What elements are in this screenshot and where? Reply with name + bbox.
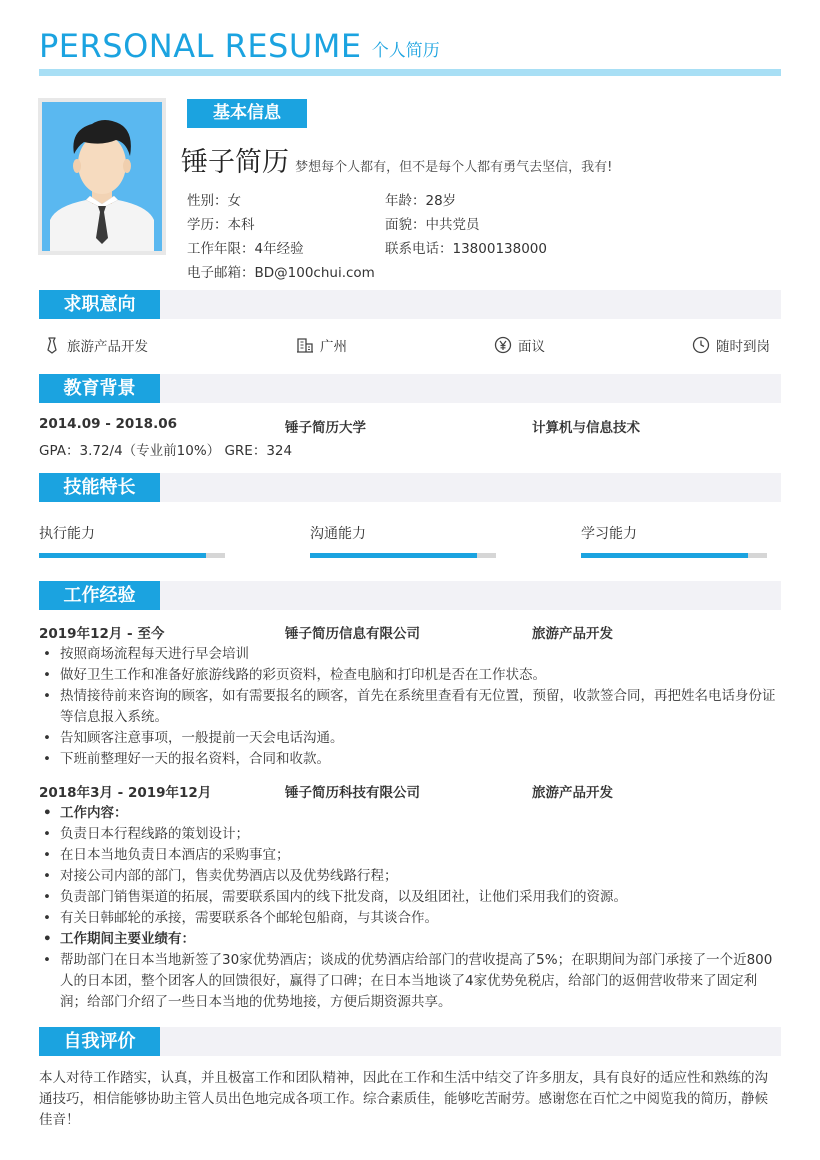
skill-bar-fill (581, 553, 748, 558)
info-education: 学历：本科 (187, 217, 255, 233)
education-entry (39, 416, 781, 436)
list-item: • 有关日韩邮轮的承接，需要联系各个邮轮包船商，与其谈合作。 (39, 908, 781, 929)
profile-photo (38, 98, 166, 255)
header-divider (39, 69, 781, 76)
education-major: 计算机与信息技术 (532, 420, 640, 436)
avatar-icon (42, 102, 162, 251)
section-intent (39, 290, 781, 319)
section-title-skills: 技能特长 (39, 473, 160, 502)
section-education (39, 374, 781, 403)
list-item: • 对接公司内部的部门，售卖优势酒店以及优势线路行程； (39, 866, 781, 887)
section-self-eval (39, 1027, 781, 1056)
section-title-work: 工作经验 (39, 581, 160, 610)
info-age: 年龄：28岁 (385, 193, 457, 209)
section-title-self-eval: 自我评价 (39, 1027, 160, 1056)
list-item: • 下班前整理好一天的报名资料，合同和收款。 (39, 749, 781, 770)
section-title-basic: 基本信息 (187, 99, 307, 128)
section-work (39, 581, 781, 610)
job-header (39, 622, 781, 642)
info-gender: 性别：女 (187, 193, 241, 209)
list-item: • 热情接待前来咨询的顾客，如有需要报名的顾客，首先在系统里查看有无位置，预留，收款签合同，再把姓名电话身份证等信息报入系统。 (39, 686, 781, 728)
intent-row (43, 334, 783, 356)
info-phone: 联系电话：13800138000 (385, 241, 547, 257)
job-company: 锤子简历科技有限公司 (285, 785, 420, 801)
list-item: • 工作期间主要业绩有： (39, 929, 781, 950)
list-item: • 负责日本行程线路的策划设计； (39, 824, 781, 845)
intent-availability-label: 随时到岗 (716, 339, 770, 355)
name-line (181, 140, 781, 179)
info-row (187, 191, 747, 215)
skill-item (39, 523, 225, 543)
skill-bar-fill (39, 553, 206, 558)
intent-salary (494, 334, 545, 356)
education-scores-text: GPA：3.72/4（专业前10%） GRE：324 (39, 443, 293, 459)
job-period: 2018年3月 - 2019年12月 (39, 785, 212, 801)
education-scores (39, 439, 781, 459)
candidate-motto: 梦想每个人都有，但不是每个人都有勇气去坚信，我有! (295, 160, 613, 175)
intent-salary-label: 面议 (518, 339, 545, 355)
intent-position (43, 334, 148, 356)
list-item: • 做好卫生工作和准备好旅游线路的彩页资料，检查电脑和打印机是否在工作状态。 (39, 665, 781, 686)
list-item: • 帮助部门在日本当地新签了30家优势酒店；谈成的优势酒店给部门的营收提高了5%；在职期间为部门承接了一个近800人的日本团，整个团客人的回馈很好，赢得了口碑；在日本当地谈了4家优势免税店，给部门的返佣营收带来了固定利润；给部门介绍了一些日本当地的优势地接，方便后期资源共享。 (39, 950, 781, 1013)
job-header (39, 781, 781, 801)
intent-position-label: 旅游产品开发 (67, 339, 148, 355)
info-row (187, 215, 747, 239)
tie-icon (43, 336, 61, 354)
skill-bar-track (39, 553, 225, 558)
section-title-education: 教育背景 (39, 374, 160, 403)
job-bullets (39, 644, 781, 770)
education-school: 锤子简历大学 (285, 420, 366, 436)
job-bullets (39, 803, 781, 1013)
list-item: • 告知顾客注意事项，一般提前一天会电话沟通。 (39, 728, 781, 749)
info-email: 电子邮箱：BD@100chui.com (187, 265, 375, 281)
intent-city (296, 334, 347, 356)
info-politics: 面貌：中共党员 (385, 217, 480, 233)
title-chinese: 个人简历 (371, 41, 440, 61)
building-icon (296, 336, 314, 354)
section-title-intent: 求职意向 (39, 290, 160, 319)
skill-label: 执行能力 (39, 526, 95, 542)
self-eval-text: 本人对待工作踏实，认真，并且极富工作和团队精神，因此在工作和生活中结交了许多朋友，具有良好的适应性和熟练的沟通技巧，相信能够协助主管人员出色地完成各项工作。综合素质佳，能够吃苦耐劳。感谢您在百忙之中阅览我的简历，静候佳音！ (39, 1070, 768, 1128)
job-role: 旅游产品开发 (532, 785, 613, 801)
skill-label: 沟通能力 (310, 526, 366, 542)
education-period: 2014.09 - 2018.06 (39, 416, 177, 432)
skill-bar-track (310, 553, 496, 558)
list-item: • 负责部门销售渠道的拓展，需要联系国内的线下批发商，以及组团社，让他们采用我们的资源。 (39, 887, 781, 908)
info-row (187, 263, 747, 287)
skill-label: 学习能力 (581, 526, 637, 542)
list-item: • 在日本当地负责日本酒店的采购事宜； (39, 845, 781, 866)
job-role: 旅游产品开发 (532, 626, 613, 642)
skill-item (310, 523, 496, 543)
yen-icon (494, 336, 512, 354)
skill-bar-fill (310, 553, 477, 558)
clock-icon (692, 336, 710, 354)
section-skills (39, 473, 781, 502)
list-item: • 按照商场流程每天进行早会培训 (39, 644, 781, 665)
list-item: • 工作内容： (39, 803, 781, 824)
title-english: PERSONAL RESUME (39, 27, 362, 65)
intent-availability (692, 334, 770, 356)
job-company: 锤子简历信息有限公司 (285, 626, 420, 642)
resume-header (39, 26, 781, 66)
skill-item (581, 523, 767, 543)
skill-bar-track (581, 553, 767, 558)
basic-info-grid (187, 191, 747, 287)
job-period: 2019年12月 - 至今 (39, 626, 165, 642)
info-row (187, 239, 747, 263)
candidate-name: 锤子简历 (181, 147, 289, 178)
intent-city-label: 广州 (320, 339, 347, 355)
info-experience: 工作年限：4年经验 (187, 241, 304, 257)
